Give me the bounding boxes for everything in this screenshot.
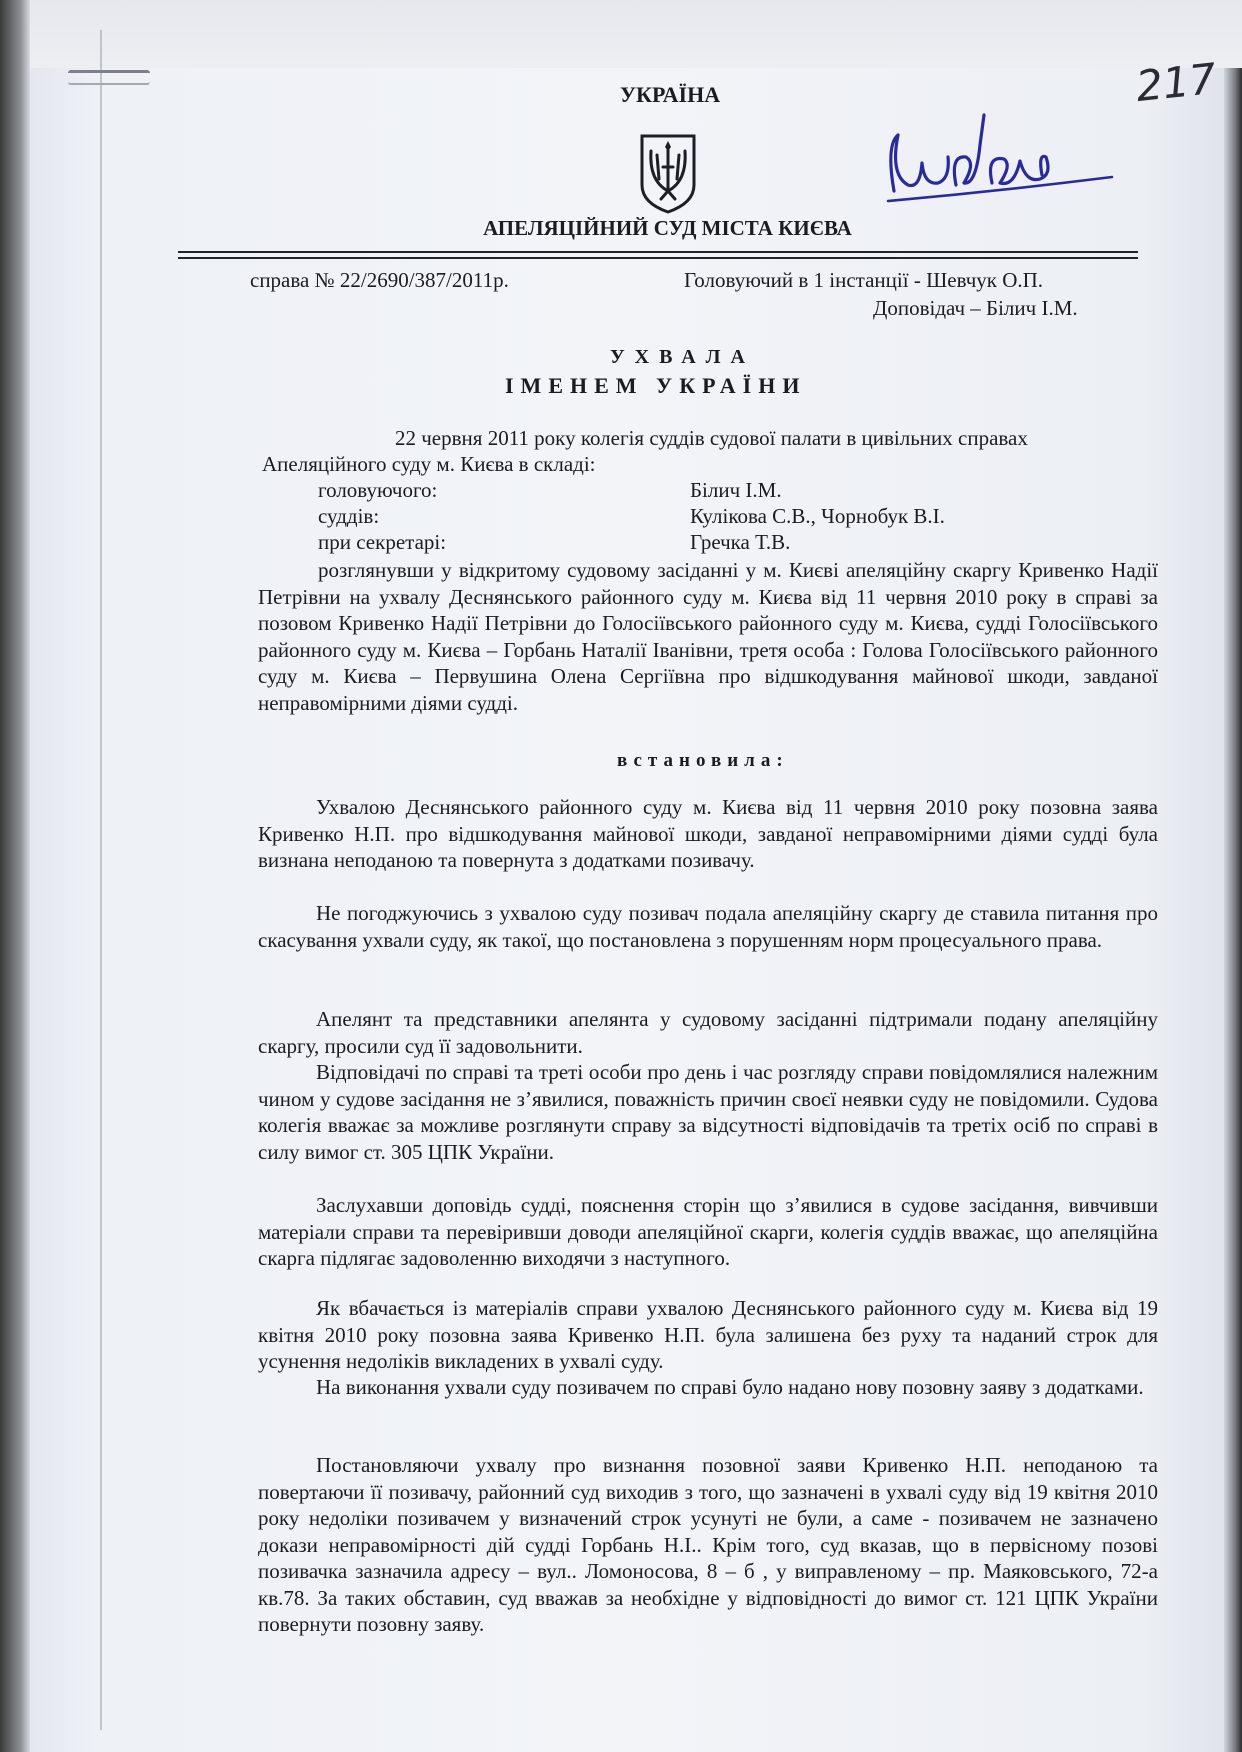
header-rule-bottom xyxy=(178,257,1138,259)
paragraph-4: Відповідачі по справі та треті особи про день і час розгляду справи повідомлялися належним чином у судове засідання не з’явилися, поважність причин своєї неявки суду не повідомили. Судова колегія вважає за можливе розглянути справу за відсутності відповідачів та третіх осіб по справі в силу вимог ст. 305 ЦПК України. xyxy=(258,1060,1158,1164)
paragraph-1: Ухвалою Деснянського районного суду м. Києва від 11 червня 2010 року позовна заява Кривенко Н.П. про відшкодування майнової шкоди, завданої неправомірними діями судді була визнана неподаною та повернута з додатками позивачу. xyxy=(258,795,1158,872)
staple-icon xyxy=(68,70,150,85)
scan-left-edge xyxy=(0,0,30,1752)
page-number: 217 xyxy=(1133,53,1219,112)
header-rule-top xyxy=(178,251,1138,253)
role-presiding: головуючого: xyxy=(318,478,438,502)
handwritten-signature xyxy=(880,105,1120,215)
document-subtitle: ІМЕНЕМ УКРАЇНИ xyxy=(505,373,807,398)
rapporteur: Доповідач – Білич І.М. xyxy=(873,296,1078,320)
intro-line-1: 22 червня 2011 року колегія суддів судової палати в цивільних справах xyxy=(395,426,1028,450)
paragraph-5: Заслухавши доповідь судді, пояснення сторін що з’явилися в судове засідання, вивчивши матеріали справи та перевіривши доводи апеляційної скарги, колегія суддів вважає, що апеляційна скарга підлягає задоволенню виходячи з наступного. xyxy=(258,1193,1158,1270)
role-secretary: при секретарі: xyxy=(318,530,447,554)
intro-line-2: Апеляційного суду м. Києва в складі: xyxy=(262,452,596,476)
paragraph-8: Постановляючи ухвалу про визнання позовної заяви Кривенко Н.П. неподаною та повертаючи її позивачу, районний суд виходив з того, що зазначені в ухвалі суду від 19 квітня 2010 року недоліки позивачем у визначений строк усунуті не були, а саме - позивачем не зазначено докази неправомірності дій судді Горбань Н.І.. Крім того, суд вказав, що в первісному позові позивачка зазначила адресу – вул.. Ломоносова, 8 – б , у виправленому – пр. Маяковського, 72-а кв.78. За таких обставин, суд вважав за необхідне у відповідності до вимог ст. 121 ЦПК України повернути позовну заяву. xyxy=(258,1453,1158,1636)
paragraph-6: Як вбачається із матеріалів справи ухвалою Деснянського районного суду м. Києва від 19 квітня 2010 року позовна заява Кривенко Н.П. була залишена без руху та наданий строк для усунення недоліків викладених в ухвалі суду. xyxy=(258,1296,1158,1373)
trident-emblem-icon xyxy=(639,133,697,215)
page-top-edge xyxy=(0,0,1242,68)
document-title: УХВАЛА xyxy=(610,346,755,368)
paragraph-2: Не погоджуючись з ухвалою суду позивач подала апеляційну скаргу де ставила питання про скасування ухвали суду, як такої, що постановлена з порушенням норм процесуального права. xyxy=(258,901,1158,952)
names-secretary: Гречка Т.В. xyxy=(690,530,791,554)
court-name: АПЕЛЯЦІЙНИЙ СУД МІСТА КИЄВА xyxy=(483,216,852,240)
case-number: справа № 22/2690/387/2011р. xyxy=(250,268,509,292)
paragraph-7: На виконання ухвали суду позивачем по справі було надано нову позовну заяву з додатками. xyxy=(316,1375,1144,1399)
binding-fold-line xyxy=(100,30,102,1730)
established-heading: встановила: xyxy=(617,750,789,771)
paragraph-3: Апелянт та представники апелянта у судовому засіданні підтримали подану апеляційну скаргу, просили суд її задовольнити. xyxy=(258,1007,1158,1058)
names-presiding: Білич І.М. xyxy=(690,478,782,502)
considered-paragraph: розглянувши у відкритому судовому засіданні у м. Києві апеляційну скаргу Кривенко Надії Петрівни на ухвалу Деснянського районного суду м. Києва від 11 червня 2010 року в справі за позовом Кривенко Надії Петрівни до Голосіївського районного суду м. Києва, судді Голосіївського районного суду м. Києва – Горбань Наталії Іванівни, третя особа : Голова Голосіївського районного суду м. Києва – Первушина Олена Сергіївна про відшкодування майнової шкоди, завданої неправомірними діями судді. xyxy=(258,558,1158,715)
names-judges: Кулікова С.В., Чорнобук В.І. xyxy=(690,504,945,528)
role-judges: суддів: xyxy=(318,504,380,528)
scan-right-edge xyxy=(1224,68,1242,1752)
first-instance-judge: Головуючий в 1 інстанції - Шевчук О.П. xyxy=(684,268,1044,292)
country-title: УКРАЇНА xyxy=(619,82,721,107)
